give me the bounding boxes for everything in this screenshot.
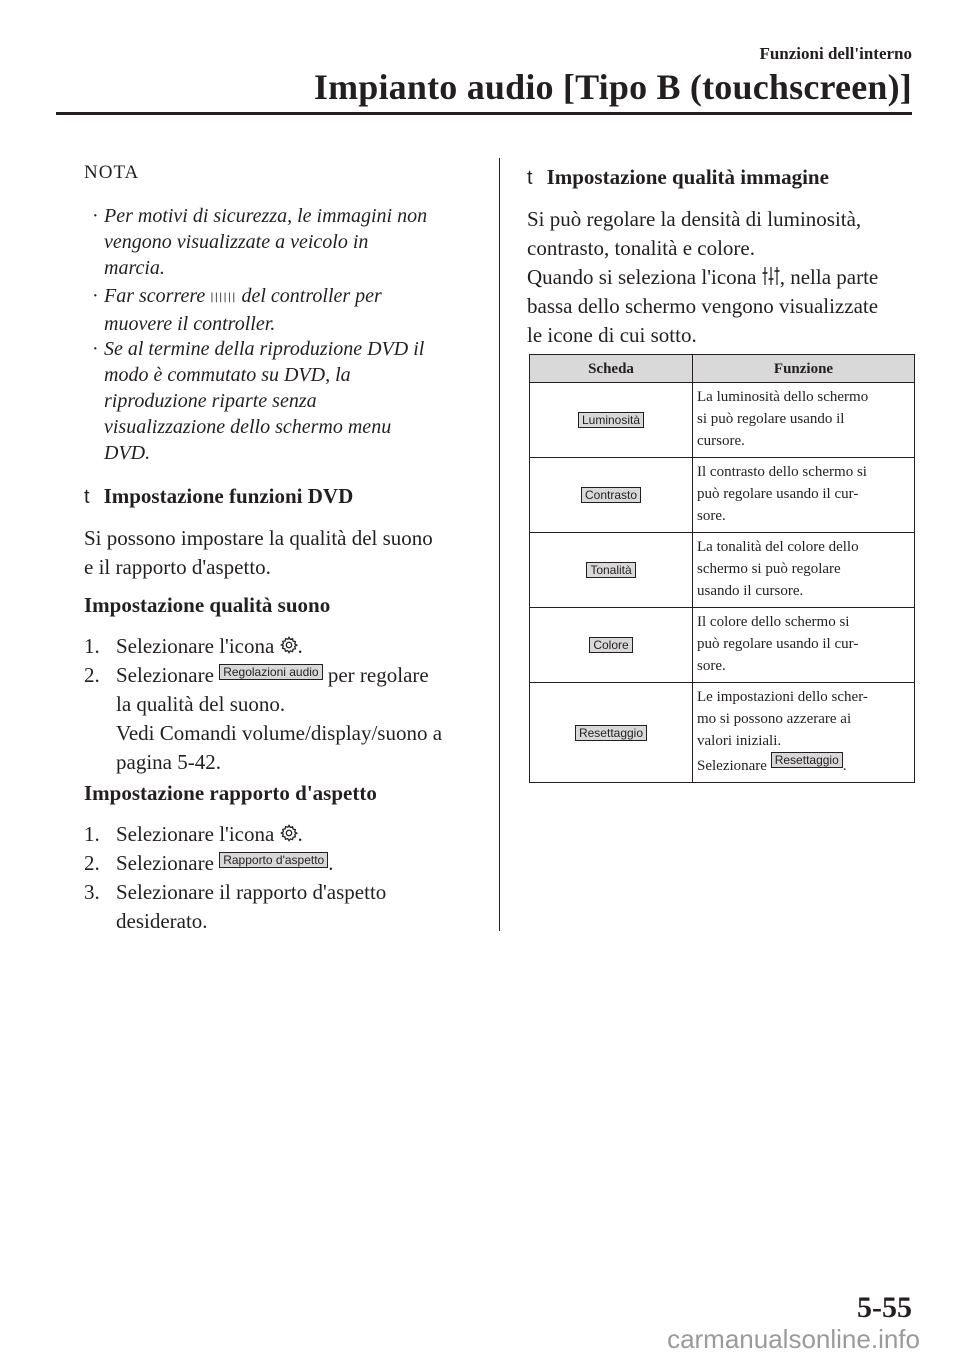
description-cell bbox=[693, 533, 915, 608]
table-header-row bbox=[530, 355, 915, 383]
description-line: sore. bbox=[697, 658, 726, 674]
step-number: 1. bbox=[84, 634, 100, 658]
step-number: 3. bbox=[84, 880, 100, 904]
note-line: DVD. bbox=[104, 442, 151, 464]
regolazioni-audio-button[interactable]: Regolazioni audio bbox=[219, 664, 322, 680]
step-line: Vedi Comandi volume/display/suono a bbox=[116, 721, 443, 745]
note-line: modo è commutato su DVD, la bbox=[104, 364, 351, 386]
step-line: la qualità del suono. bbox=[116, 692, 286, 716]
description-cell bbox=[693, 608, 915, 683]
note-text: del controller per bbox=[241, 285, 382, 307]
paragraph-text: Quando si seleziona l'icona bbox=[527, 265, 757, 289]
note-line: marcia. bbox=[104, 257, 165, 279]
note-line: Per motivi di sicurezza, le immagini non bbox=[104, 205, 428, 227]
dvd-heading bbox=[84, 484, 353, 509]
rapporto-aspetto-button[interactable]: Rapporto d'aspetto bbox=[219, 852, 328, 868]
step-line: pagina 5-42. bbox=[116, 750, 221, 774]
gear-icon bbox=[280, 636, 298, 654]
description-cell bbox=[693, 383, 915, 458]
note-line: muovere il controller. bbox=[104, 313, 276, 335]
functions-table bbox=[529, 354, 915, 783]
description-line bbox=[697, 752, 910, 777]
step-number: 1. bbox=[84, 822, 100, 846]
column-header: Scheda bbox=[530, 355, 693, 383]
note-text: Far scorrere bbox=[104, 285, 206, 307]
description-line: mo si possono azzerare ai bbox=[697, 711, 852, 727]
page-title: Impianto audio [Tipo B (touchscreen)] bbox=[313, 67, 912, 107]
step-end: per regolare bbox=[327, 663, 429, 687]
colore-tab-button[interactable]: Colore bbox=[589, 637, 632, 653]
description-line: può regolare usando il cur- bbox=[697, 636, 859, 652]
step-number: 2. bbox=[84, 851, 100, 875]
section-mark: t bbox=[84, 486, 90, 508]
step-label: Selezionare bbox=[116, 851, 214, 875]
description-line: usando il cursore. bbox=[697, 583, 804, 599]
note-line: vengono visualizzate a veicolo in bbox=[104, 231, 369, 253]
description-line: Il colore dello schermo si bbox=[697, 614, 850, 630]
header-rule bbox=[56, 112, 912, 115]
description-line: Le impostazioni dello scher- bbox=[697, 689, 868, 705]
table-row bbox=[530, 383, 915, 458]
note-bullet: · bbox=[92, 205, 99, 227]
page-number: 5-55 bbox=[857, 1291, 912, 1324]
step-label: Selezionare l'icona bbox=[116, 822, 275, 846]
note-line: visualizzazione dello schermo menu bbox=[104, 416, 392, 438]
paragraph-text: , nella parte bbox=[779, 265, 879, 289]
note-item bbox=[92, 283, 474, 337]
description-text: . bbox=[842, 758, 847, 774]
step-text bbox=[116, 632, 476, 661]
image-heading bbox=[527, 165, 829, 190]
step-line: desiderato. bbox=[116, 909, 208, 933]
image-intro bbox=[527, 205, 917, 350]
gear-icon bbox=[280, 824, 298, 842]
watermark: carmanualsonline.info bbox=[667, 1324, 920, 1354]
heading-text: Impostazione funzioni DVD bbox=[103, 484, 354, 508]
step-text bbox=[116, 820, 476, 849]
description-line: si può regolare usando il bbox=[697, 411, 845, 427]
paragraph-line: Si possono impostare la qualità del suono bbox=[84, 526, 433, 550]
tab-cell bbox=[530, 383, 693, 458]
step-end: . bbox=[297, 822, 303, 846]
aspect-heading: Impostazione rapporto d'aspetto bbox=[84, 781, 377, 805]
note-line bbox=[104, 283, 474, 311]
paragraph-line: e il rapporto d'aspetto. bbox=[84, 555, 271, 579]
table-row bbox=[530, 608, 915, 683]
step-label: Selezionare bbox=[116, 663, 214, 687]
description-line: valori iniziali. bbox=[697, 733, 782, 749]
equalizer-sliders-icon bbox=[762, 265, 780, 287]
contrasto-tab-button[interactable]: Contrasto bbox=[581, 487, 641, 503]
step-end: . bbox=[297, 634, 303, 658]
resettaggio-tab-button[interactable]: Resettaggio bbox=[575, 725, 647, 741]
resettaggio-button[interactable]: Resettaggio bbox=[771, 752, 843, 768]
table-row bbox=[530, 683, 915, 783]
section-label: Funzioni dell'interno bbox=[759, 44, 912, 63]
note-bullet: · bbox=[92, 338, 99, 360]
step-text bbox=[116, 849, 476, 878]
step-text bbox=[116, 661, 476, 777]
description-text: Selezionare bbox=[697, 758, 767, 774]
description-cell bbox=[693, 458, 915, 533]
luminosita-tab-button[interactable]: Luminosità bbox=[578, 412, 644, 428]
paragraph-line bbox=[527, 263, 917, 292]
table-row bbox=[530, 533, 915, 608]
table-row bbox=[530, 458, 915, 533]
tab-cell bbox=[530, 608, 693, 683]
tab-cell bbox=[530, 533, 693, 608]
paragraph-line: Si può regolare la densità di luminosità, bbox=[527, 207, 862, 231]
nota-title: NOTA bbox=[84, 162, 140, 183]
note-item bbox=[92, 203, 474, 281]
sound-heading: Impostazione qualità suono bbox=[84, 593, 331, 617]
note-bullet: · bbox=[92, 285, 99, 307]
scroll-grip-icon: |||||| bbox=[210, 292, 237, 303]
description-line: cursore. bbox=[697, 433, 745, 449]
description-line: può regolare usando il cur- bbox=[697, 486, 859, 502]
dvd-intro bbox=[84, 524, 474, 582]
paragraph-line: le icone di cui sotto. bbox=[527, 323, 697, 347]
step-number: 2. bbox=[84, 663, 100, 687]
step-end: . bbox=[328, 851, 334, 875]
note-item bbox=[92, 336, 474, 466]
note-line: riproduzione riparte senza bbox=[104, 390, 317, 412]
description-cell bbox=[693, 683, 915, 783]
step-text bbox=[116, 878, 476, 936]
description-line: Il contrasto dello schermo si bbox=[697, 464, 867, 480]
tonalita-tab-button[interactable]: Tonalità bbox=[586, 562, 635, 578]
tab-cell bbox=[530, 683, 693, 783]
note-line: Se al termine della riproduzione DVD il bbox=[104, 338, 425, 360]
description-line: sore. bbox=[697, 508, 726, 524]
paragraph-line: bassa dello schermo vengono visualizzate bbox=[527, 294, 879, 318]
description-line: La tonalità del colore dello bbox=[697, 539, 859, 555]
step-label: Selezionare il rapporto d'aspetto bbox=[116, 880, 387, 904]
column-divider bbox=[499, 158, 500, 931]
heading-text: Impostazione qualità immagine bbox=[546, 165, 829, 189]
description-line: schermo si può regolare bbox=[697, 561, 841, 577]
section-mark: t bbox=[527, 167, 533, 189]
column-header: Funzione bbox=[693, 355, 915, 383]
tab-cell bbox=[530, 458, 693, 533]
step-label: Selezionare l'icona bbox=[116, 634, 275, 658]
description-line: La luminosità dello schermo bbox=[697, 389, 869, 405]
paragraph-line: contrasto, tonalità e colore. bbox=[527, 236, 755, 260]
